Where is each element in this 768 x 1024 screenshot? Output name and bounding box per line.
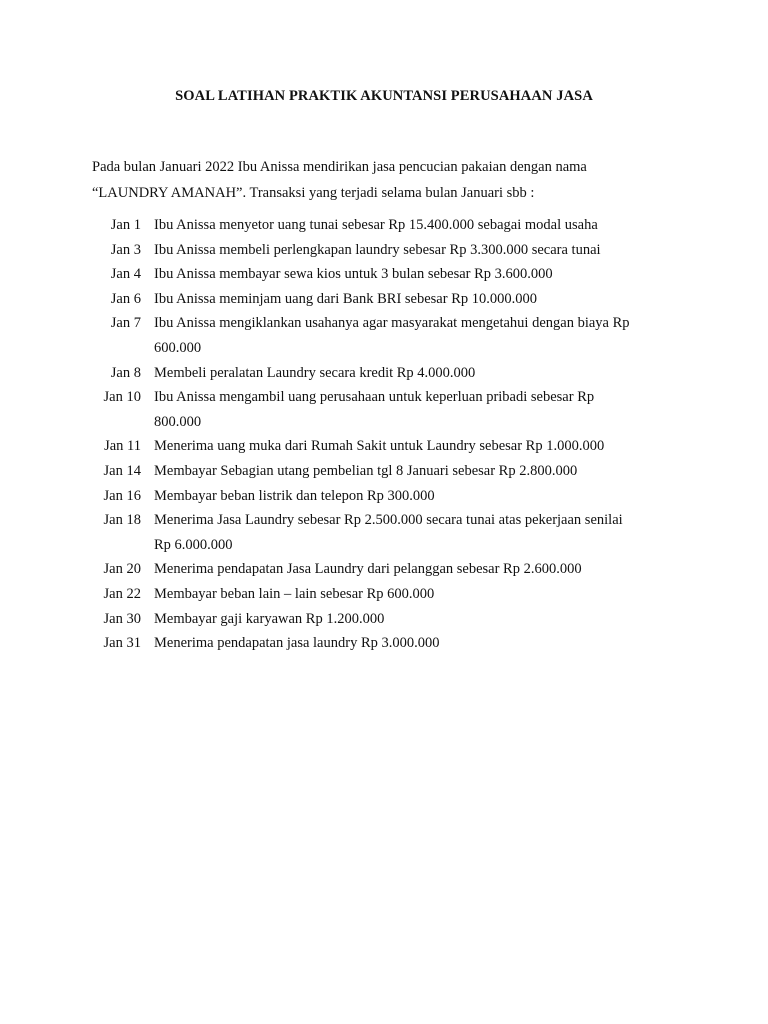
transaction-description-line: Menerima pendapatan jasa laundry Rp 3.000.000 bbox=[154, 635, 440, 652]
transaction-description-line: Membayar beban listrik dan telepon Rp 300.000 bbox=[154, 487, 435, 504]
transaction-list bbox=[92, 213, 682, 656]
transaction-description-line: Ibu Anissa menyetor uang tunai sebesar Rp 15.400.000 sebagai modal usaha bbox=[154, 217, 598, 233]
transaction-row bbox=[92, 311, 682, 360]
transaction-description-line: Membayar Sebagian utang pembelian tgl 8 Januari sebesar Rp 2.800.000 bbox=[154, 462, 578, 479]
transaction-description-line: Ibu Anissa mengambil uang perusahaan untuk keperluan pribadi sebesar Rp bbox=[154, 389, 595, 406]
transaction-description bbox=[154, 213, 682, 238]
document-title: SOAL LATIHAN PRAKTIK AKUNTANSI PERUSAHAAN JASA bbox=[175, 88, 593, 104]
transaction-description bbox=[154, 287, 682, 312]
transaction-description-line: Ibu Anissa meminjam uang dari Bank BRI sebesar Rp 10.000.000 bbox=[154, 290, 537, 307]
transaction-description bbox=[154, 262, 682, 287]
transaction-date: Jan 22 bbox=[103, 585, 141, 602]
transaction-row bbox=[92, 631, 682, 656]
transaction-description bbox=[154, 434, 682, 459]
transaction-row bbox=[92, 607, 682, 632]
transaction-row bbox=[92, 582, 682, 607]
transaction-description-line: 800.000 bbox=[154, 413, 202, 430]
transaction-date: Jan 18 bbox=[103, 512, 141, 529]
transaction-row bbox=[92, 434, 682, 459]
transaction-description bbox=[154, 508, 682, 557]
transaction-description-line: Ibu Anissa mengiklankan usahanya agar masyarakat mengetahui dengan biaya Rp bbox=[154, 315, 630, 332]
transaction-description-line: Ibu Anissa membayar sewa kios untuk 3 bulan sebesar Rp 3.600.000 bbox=[154, 266, 553, 283]
transaction-row bbox=[92, 385, 682, 434]
transaction-date: Jan 6 bbox=[110, 290, 141, 307]
transaction-date: Jan 16 bbox=[103, 487, 141, 504]
transaction-description bbox=[154, 607, 682, 632]
transaction-row bbox=[92, 213, 682, 238]
transaction-description bbox=[154, 631, 682, 656]
transaction-date: Jan 14 bbox=[103, 462, 141, 479]
transaction-date: Jan 4 bbox=[110, 266, 141, 283]
transaction-description bbox=[154, 459, 682, 484]
transaction-row bbox=[92, 508, 682, 557]
transaction-description-line: Menerima pendapatan Jasa Laundry dari pelanggan sebesar Rp 2.600.000 bbox=[154, 561, 582, 578]
transaction-row bbox=[92, 361, 682, 386]
transaction-date: Jan 30 bbox=[103, 610, 141, 627]
transaction-row bbox=[92, 459, 682, 484]
intro-line: “LAUNDRY AMANAH”. Transaksi yang terjadi selama bulan Januari sbb : bbox=[92, 185, 535, 201]
transaction-row bbox=[92, 238, 682, 263]
transaction-date: Jan 31 bbox=[103, 635, 141, 652]
transaction-description bbox=[154, 582, 682, 607]
transaction-description-line: Ibu Anissa membeli perlengkapan laundry sebesar Rp 3.300.000 secara tunai bbox=[154, 241, 601, 258]
transaction-date: Jan 8 bbox=[110, 364, 141, 381]
transaction-date: Jan 11 bbox=[104, 438, 141, 455]
transaction-date: Jan 20 bbox=[103, 561, 141, 578]
transaction-date: Jan 10 bbox=[103, 389, 141, 406]
transaction-row bbox=[92, 287, 682, 312]
transaction-date: Jan 3 bbox=[110, 241, 141, 258]
transaction-row bbox=[92, 484, 682, 509]
transaction-description bbox=[154, 361, 682, 386]
transaction-description-line: Membayar beban lain – lain sebesar Rp 600.000 bbox=[154, 585, 435, 602]
transaction-description bbox=[154, 385, 682, 434]
transaction-row bbox=[92, 262, 682, 287]
transaction-description bbox=[154, 484, 682, 509]
transaction-date: Jan 7 bbox=[110, 315, 141, 332]
transaction-row bbox=[92, 557, 682, 582]
transaction-description-line: Membayar gaji karyawan Rp 1.200.000 bbox=[154, 610, 385, 627]
transaction-description bbox=[154, 557, 682, 582]
transaction-description bbox=[154, 311, 682, 360]
intro-line: Pada bulan Januari 2022 Ibu Anissa mendirikan jasa pencucian pakaian dengan nama bbox=[92, 159, 587, 175]
transaction-description-line: Membeli peralatan Laundry secara kredit Rp 4.000.000 bbox=[154, 364, 476, 381]
transaction-description-line: Menerima Jasa Laundry sebesar Rp 2.500.000 secara tunai atas pekerjaan senilai bbox=[154, 512, 623, 529]
transaction-description-line: 600.000 bbox=[154, 339, 202, 356]
intro-paragraph bbox=[92, 154, 692, 206]
transaction-description bbox=[154, 238, 682, 263]
transaction-description-line: Menerima uang muka dari Rumah Sakit untuk Laundry sebesar Rp 1.000.000 bbox=[154, 438, 605, 455]
transaction-description-line: Rp 6.000.000 bbox=[154, 536, 233, 553]
transaction-date: Jan 1 bbox=[110, 217, 141, 233]
